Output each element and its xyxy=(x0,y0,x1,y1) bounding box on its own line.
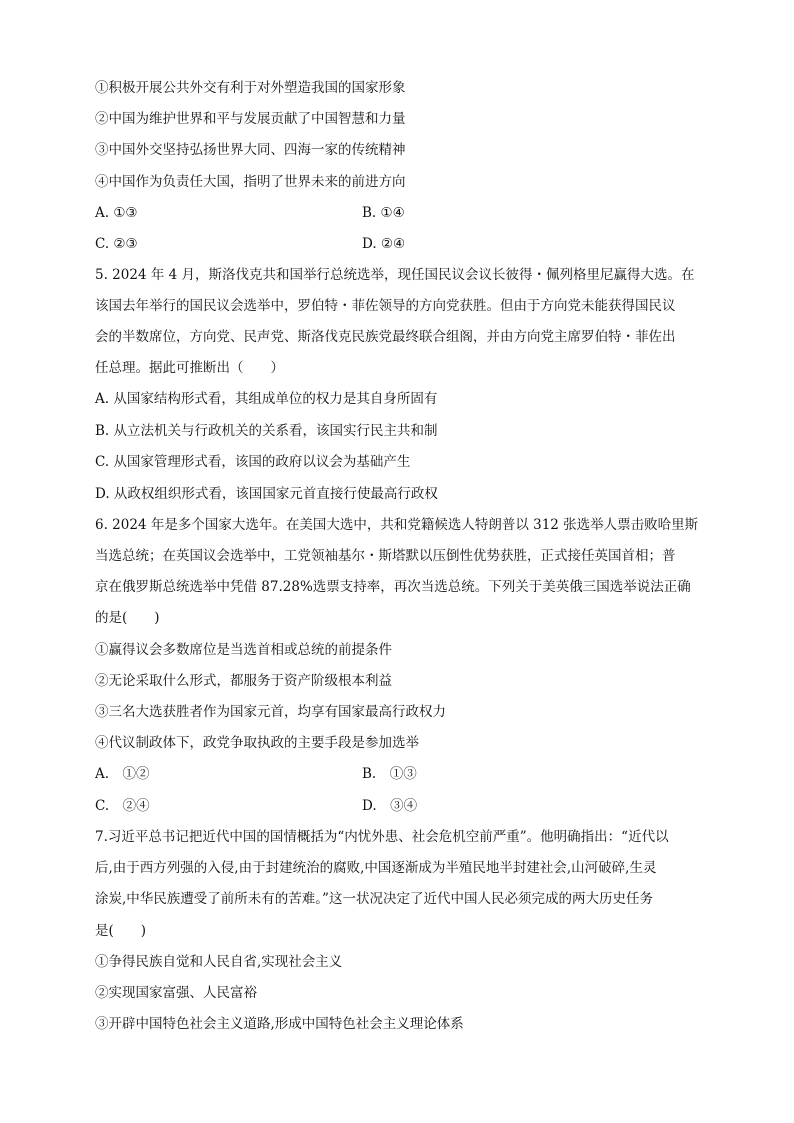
q6-statement-2: ②无论采取什么形式，都服务于资产阶级根本利益 xyxy=(95,673,392,689)
q5-stem-line-2: 该国去年举行的国民议会选举中，罗伯特・菲佐领导的方向党获胜。但由于方向党未能获得国民议 xyxy=(95,298,676,314)
q7-statement-3: ③开辟中国特色社会主义道路,形成中国特色社会主义理论体系 xyxy=(95,1016,464,1032)
q4-statement-4: ④中国作为负责任大国，指明了世界未来的前进方向 xyxy=(95,174,406,190)
q6-option-a: A. ①② xyxy=(95,766,150,782)
q6-statement-3: ③三名大选获胜者作为国家元首，均享有国家最高行政权力 xyxy=(95,704,446,720)
q6-option-d: D. ③④ xyxy=(362,798,418,814)
q6-stem-line-4: 的是( ) xyxy=(95,610,160,626)
q4-option-a: A. ①③ xyxy=(95,205,138,221)
q6-stem-line-3: 京在俄罗斯总统选举中凭借 87.28%选票支持率，再次当选总统。下列关于美英俄三国选举说法正确 xyxy=(95,579,691,595)
q6-option-c: C. ②④ xyxy=(95,798,150,814)
q7-statement-2: ②实现国家富强、人民富裕 xyxy=(95,985,257,1001)
q7-stem-line-4: 是( ) xyxy=(95,923,147,939)
q5-stem-line-1: 5. 2024 年 4 月，斯洛伐克共和国举行总统选举，现任国民议会议长彼得・佩列格里尼赢得大选。在 xyxy=(95,267,695,283)
q4-statement-2: ②中国为维护世界和平与发展贡献了中国智慧和力量 xyxy=(95,111,406,127)
q4-option-d: D. ②④ xyxy=(362,236,406,252)
q5-stem-line-3: 会的半数席位，方向党、民声党、斯洛伐克民族党最终联合组阁，并由方向党主席罗伯特・菲佐出 xyxy=(95,329,676,345)
q5-stem-line-4: 任总理。据此可推断出（ ） xyxy=(95,360,284,376)
q7-stem-line-2: 后,由于西方列强的入侵,由于封建统治的腐败,中国逐渐成为半殖民地半封建社会,山河破碎,生灵 xyxy=(95,860,657,876)
q7-stem-line-1: 7.习近平总书记把近代中国的国情概括为“内忧外患、社会危机空前严重”。他明确指出：“近代以 xyxy=(95,829,669,845)
q6-option-b: B. ①③ xyxy=(362,766,417,782)
q6-statement-1: ①赢得议会多数席位是当选首相或总统的前提条件 xyxy=(95,642,392,658)
q7-statement-1: ①争得民族自觉和人民自省,实现社会主义 xyxy=(95,954,343,970)
q4-option-b: B. ①④ xyxy=(362,205,405,221)
q5-option-c: C. 从国家管理形式看，该国的政府以议会为基础产生 xyxy=(95,454,411,470)
q7-stem-line-3: 涂炭,中华民族遭受了前所未有的苦难。”这一状况决定了近代中国人民必须完成的两大历史任务 xyxy=(95,891,653,907)
q5-option-d: D. 从政权组织形式看，该国国家元首直接行使最高行政权 xyxy=(95,486,438,502)
q6-statement-4: ④代议制政体下，政党争取执政的主要手段是参加选举 xyxy=(95,735,419,751)
q4-option-c: C. ②③ xyxy=(95,236,138,252)
q4-statement-3: ③中国外交坚持弘扬世界大同、四海一家的传统精神 xyxy=(95,142,406,158)
q5-option-a: A. 从国家结构形式看，其组成单位的权力是其自身所固有 xyxy=(95,391,438,407)
q6-stem-line-1: 6. 2024 年是多个国家大选年。在美国大选中，共和党籍候选人特朗普以 312 张选举人票击败哈里斯 xyxy=(95,517,699,533)
q6-stem-line-2: 当选总统；在英国议会选举中，工党领袖基尔・斯塔默以压倒性优势获胜，正式接任英国首相；普 xyxy=(95,548,676,564)
q4-statement-1: ①积极开展公共外交有利于对外塑造我国的国家形象 xyxy=(95,80,406,96)
q5-option-b: B. 从立法机关与行政机关的关系看，该国实行民主共和制 xyxy=(95,423,438,439)
